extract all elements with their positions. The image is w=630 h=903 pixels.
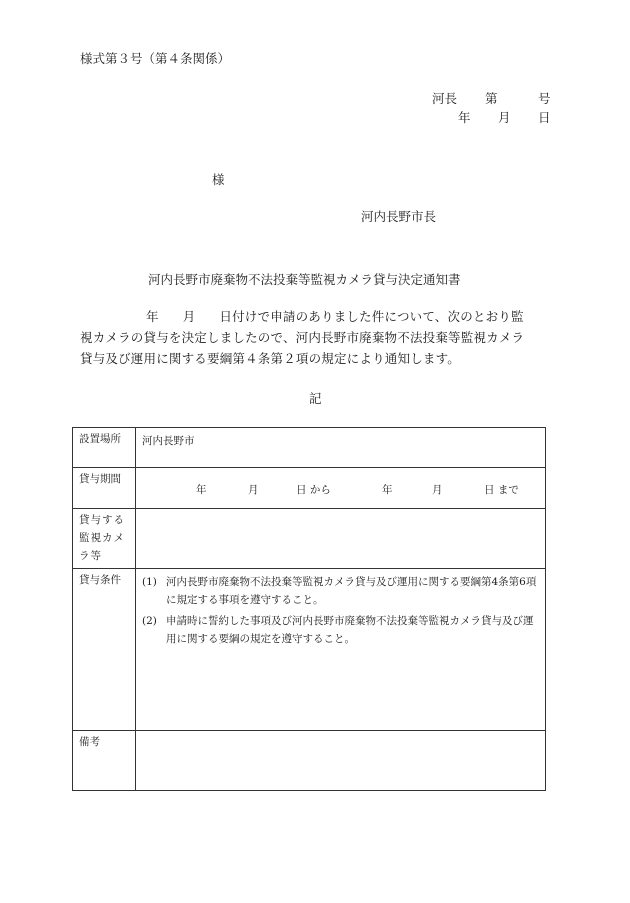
date-day: 日: [538, 110, 551, 125]
notice-dai: 第: [485, 91, 498, 106]
form-number: 様式第３号（第４条関係）: [80, 51, 231, 66]
conditions-row: [73, 569, 546, 731]
period-value: [136, 468, 546, 509]
period-row: [73, 468, 546, 509]
remarks-label: 備考: [73, 731, 136, 791]
period-year-to: 年: [382, 484, 393, 496]
period-day-to: 日 まで: [484, 484, 519, 496]
ki-heading: 記: [309, 391, 322, 406]
notice-go: 号: [538, 91, 551, 106]
remarks-row: [73, 731, 546, 791]
location-row: [73, 428, 546, 468]
issuer: 河内長野市長: [361, 209, 437, 224]
details-table: [72, 427, 546, 791]
condition-item: [142, 612, 539, 648]
period-day-from: 日 から: [296, 484, 331, 496]
conditions-value: [136, 569, 546, 731]
addressee-suffix: 様: [212, 172, 225, 187]
location-value: 河内長野市: [136, 428, 546, 468]
camera-row: [73, 509, 546, 569]
period-label: 貸与期間: [73, 468, 136, 509]
body-line-1: [80, 306, 550, 327]
body-date-month: 月: [182, 309, 196, 324]
date-year: 年: [458, 110, 471, 125]
body-date-year: 年: [146, 309, 159, 324]
location-label: 設置場所: [73, 428, 136, 468]
conditions-label: 貸与条件: [73, 569, 136, 731]
condition-item: [142, 573, 539, 609]
body-line-2: 視カメラの貸与を決定しましたので、河内長野市廃棄物不法投棄等監視カメラ: [80, 330, 525, 345]
document-title: 河内長野市廃棄物不法投棄等監視カメラ貸与決定通知書: [148, 272, 461, 287]
remarks-value: [136, 731, 546, 791]
condition-text: 河内長野市廃棄物不法投棄等監視カメラ貸与及び運用に関する要綱第4条第6項に規定する事項を遵守すること。: [166, 576, 537, 606]
period-month-to: 月: [432, 484, 443, 496]
body-line-3: 貸与及び運用に関する要綱第４条第２項の規定により通知します。: [80, 351, 461, 366]
condition-text: 申請時に誓約した事項及び河内長野市廃棄物不法投棄等監視カメラ貸与及び運用に関する要綱の規定を遵守すること。: [166, 615, 534, 645]
condition-number: (2): [142, 615, 157, 627]
date-month: 月: [498, 110, 511, 125]
body-paragraph: [80, 306, 550, 369]
period-year-from: 年: [196, 484, 207, 496]
notice-prefix: 河長: [432, 91, 458, 106]
condition-number: (1): [142, 576, 157, 588]
camera-label: 貸与する監視カメラ等: [73, 509, 136, 569]
camera-value: [136, 509, 546, 569]
period-month-from: 月: [248, 484, 259, 496]
body-line-1-text: 日付けで申請のありました件について、次のとおり監: [219, 309, 524, 324]
